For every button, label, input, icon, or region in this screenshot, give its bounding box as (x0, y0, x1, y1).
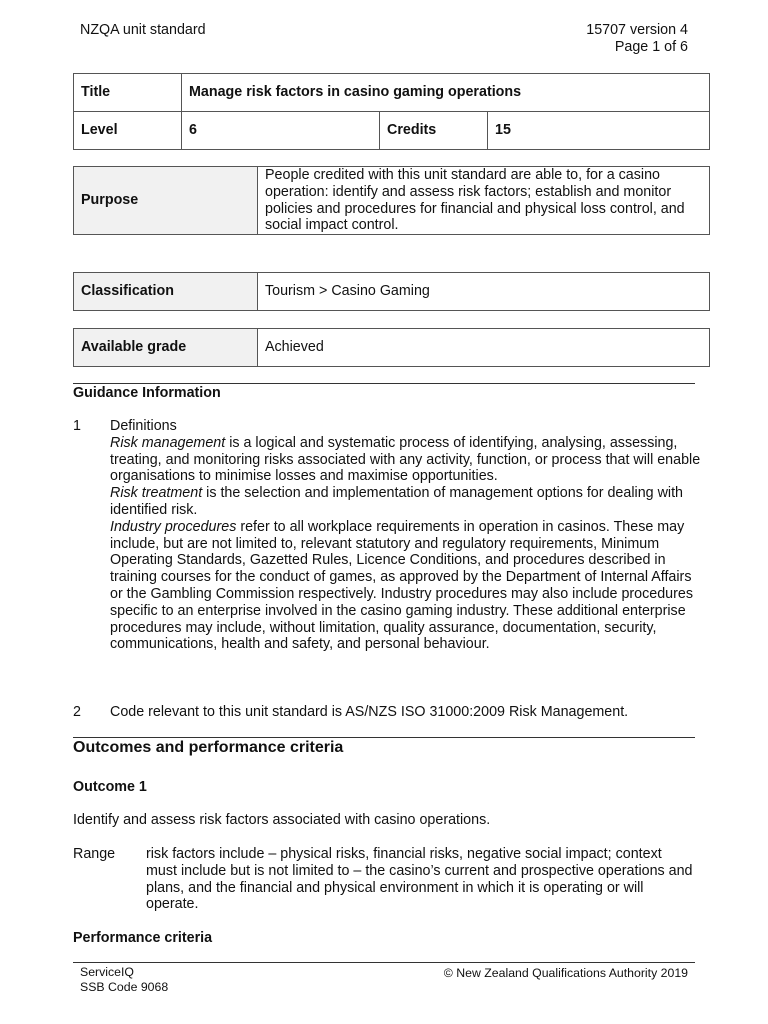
range-text: risk factors include – physical risks, financial risks, negative social impact; context must include but is not limited to – the casino’s current and prospective operations and plans, and the financial and physical environment in which it is operating or will operate. (146, 846, 693, 913)
credits-label: Credits (380, 112, 488, 150)
level-label: Level (74, 112, 182, 150)
definition-text: refer to all workplace requirements in operation in casinos. These may include, but are not limited to, relevant statutory and regulatory requirements, Minimum Operating Standards, Gazetted Rules, Licence Conditions, and procedures described in training courses for the conduct of games, as approved by the Department of Internal Affairs or the Gambling Commission respectively. Industry procedures may also include procedures specific to an enterprise involved in the casino gaming industry. These additional enterprise procedures may include, without limitation, quality assurance, documentation, security, communications, health and safety, and personal behaviour. (110, 518, 693, 653)
unit-info-table (73, 73, 710, 150)
classification-label: Classification (74, 273, 258, 311)
outcome-1-label: Outcome 1 (73, 779, 147, 795)
section-divider (73, 737, 695, 738)
definitions-title: Definitions (110, 418, 177, 434)
range-label: Range (73, 846, 116, 862)
footer-copyright: © New Zealand Qualifications Authority 2019 (443, 966, 688, 980)
section-divider (73, 383, 695, 384)
definition-text: is a logical and systematic process of identifying, analysing, assessing, treating, and monitoring risks associated with any activity, function, or process that will enable organisations to minimise losses and maximise opportunities. (110, 434, 701, 485)
guidance-heading: Guidance Information (73, 385, 221, 401)
definition-risk-treatment (110, 485, 702, 519)
definition-term: Risk treatment (110, 485, 203, 502)
definitions-block (110, 418, 702, 653)
definition-text: is the selection and implementation of management options for dealing with identified risk. (110, 485, 683, 518)
purpose-label: Purpose (74, 167, 258, 235)
definition-term: Risk management (110, 434, 226, 451)
classification-table (73, 272, 710, 311)
classification-value: Tourism > Casino Gaming (258, 273, 710, 311)
code-note: Code relevant to this unit standard is AS/NZS ISO 31000:2009 Risk Management. (110, 704, 629, 720)
guidance-item-number: 2 (73, 704, 81, 720)
title-label: Title (74, 74, 182, 112)
grade-table (73, 328, 710, 367)
purpose-table (73, 166, 710, 235)
definition-term: Industry procedures (110, 518, 237, 535)
title-value: Manage risk factors in casino gaming operations (182, 74, 710, 112)
guidance-item-number: 1 (73, 418, 81, 434)
header-page-number: Page 1 of 6 (614, 38, 688, 55)
grade-label: Available grade (74, 329, 258, 367)
outcome-1-text: Identify and assess risk factors associated with casino operations. (73, 812, 491, 828)
credits-value: 15 (488, 112, 710, 150)
header-standard-label: NZQA unit standard (80, 22, 206, 38)
purpose-text: People credited with this unit standard are able to, for a casino operation: identify and assess risk factors; establish and monitor policies and procedures for financial and physical loss control, and social impact control. (258, 167, 710, 235)
outcomes-heading: Outcomes and performance criteria (73, 739, 344, 756)
footer-org: ServiceIQ (80, 965, 134, 979)
footer-ssb-code: SSB Code 9068 (80, 979, 169, 994)
grade-value: Achieved (258, 329, 710, 367)
header-version: 15707 version 4 (586, 22, 688, 38)
definition-industry-procedures (110, 519, 702, 653)
footer-left (80, 965, 168, 994)
footer-divider (73, 962, 695, 963)
header-version-page (586, 22, 688, 56)
level-value: 6 (182, 112, 380, 150)
definition-risk-management (110, 435, 702, 485)
performance-criteria-heading: Performance criteria (73, 930, 213, 946)
